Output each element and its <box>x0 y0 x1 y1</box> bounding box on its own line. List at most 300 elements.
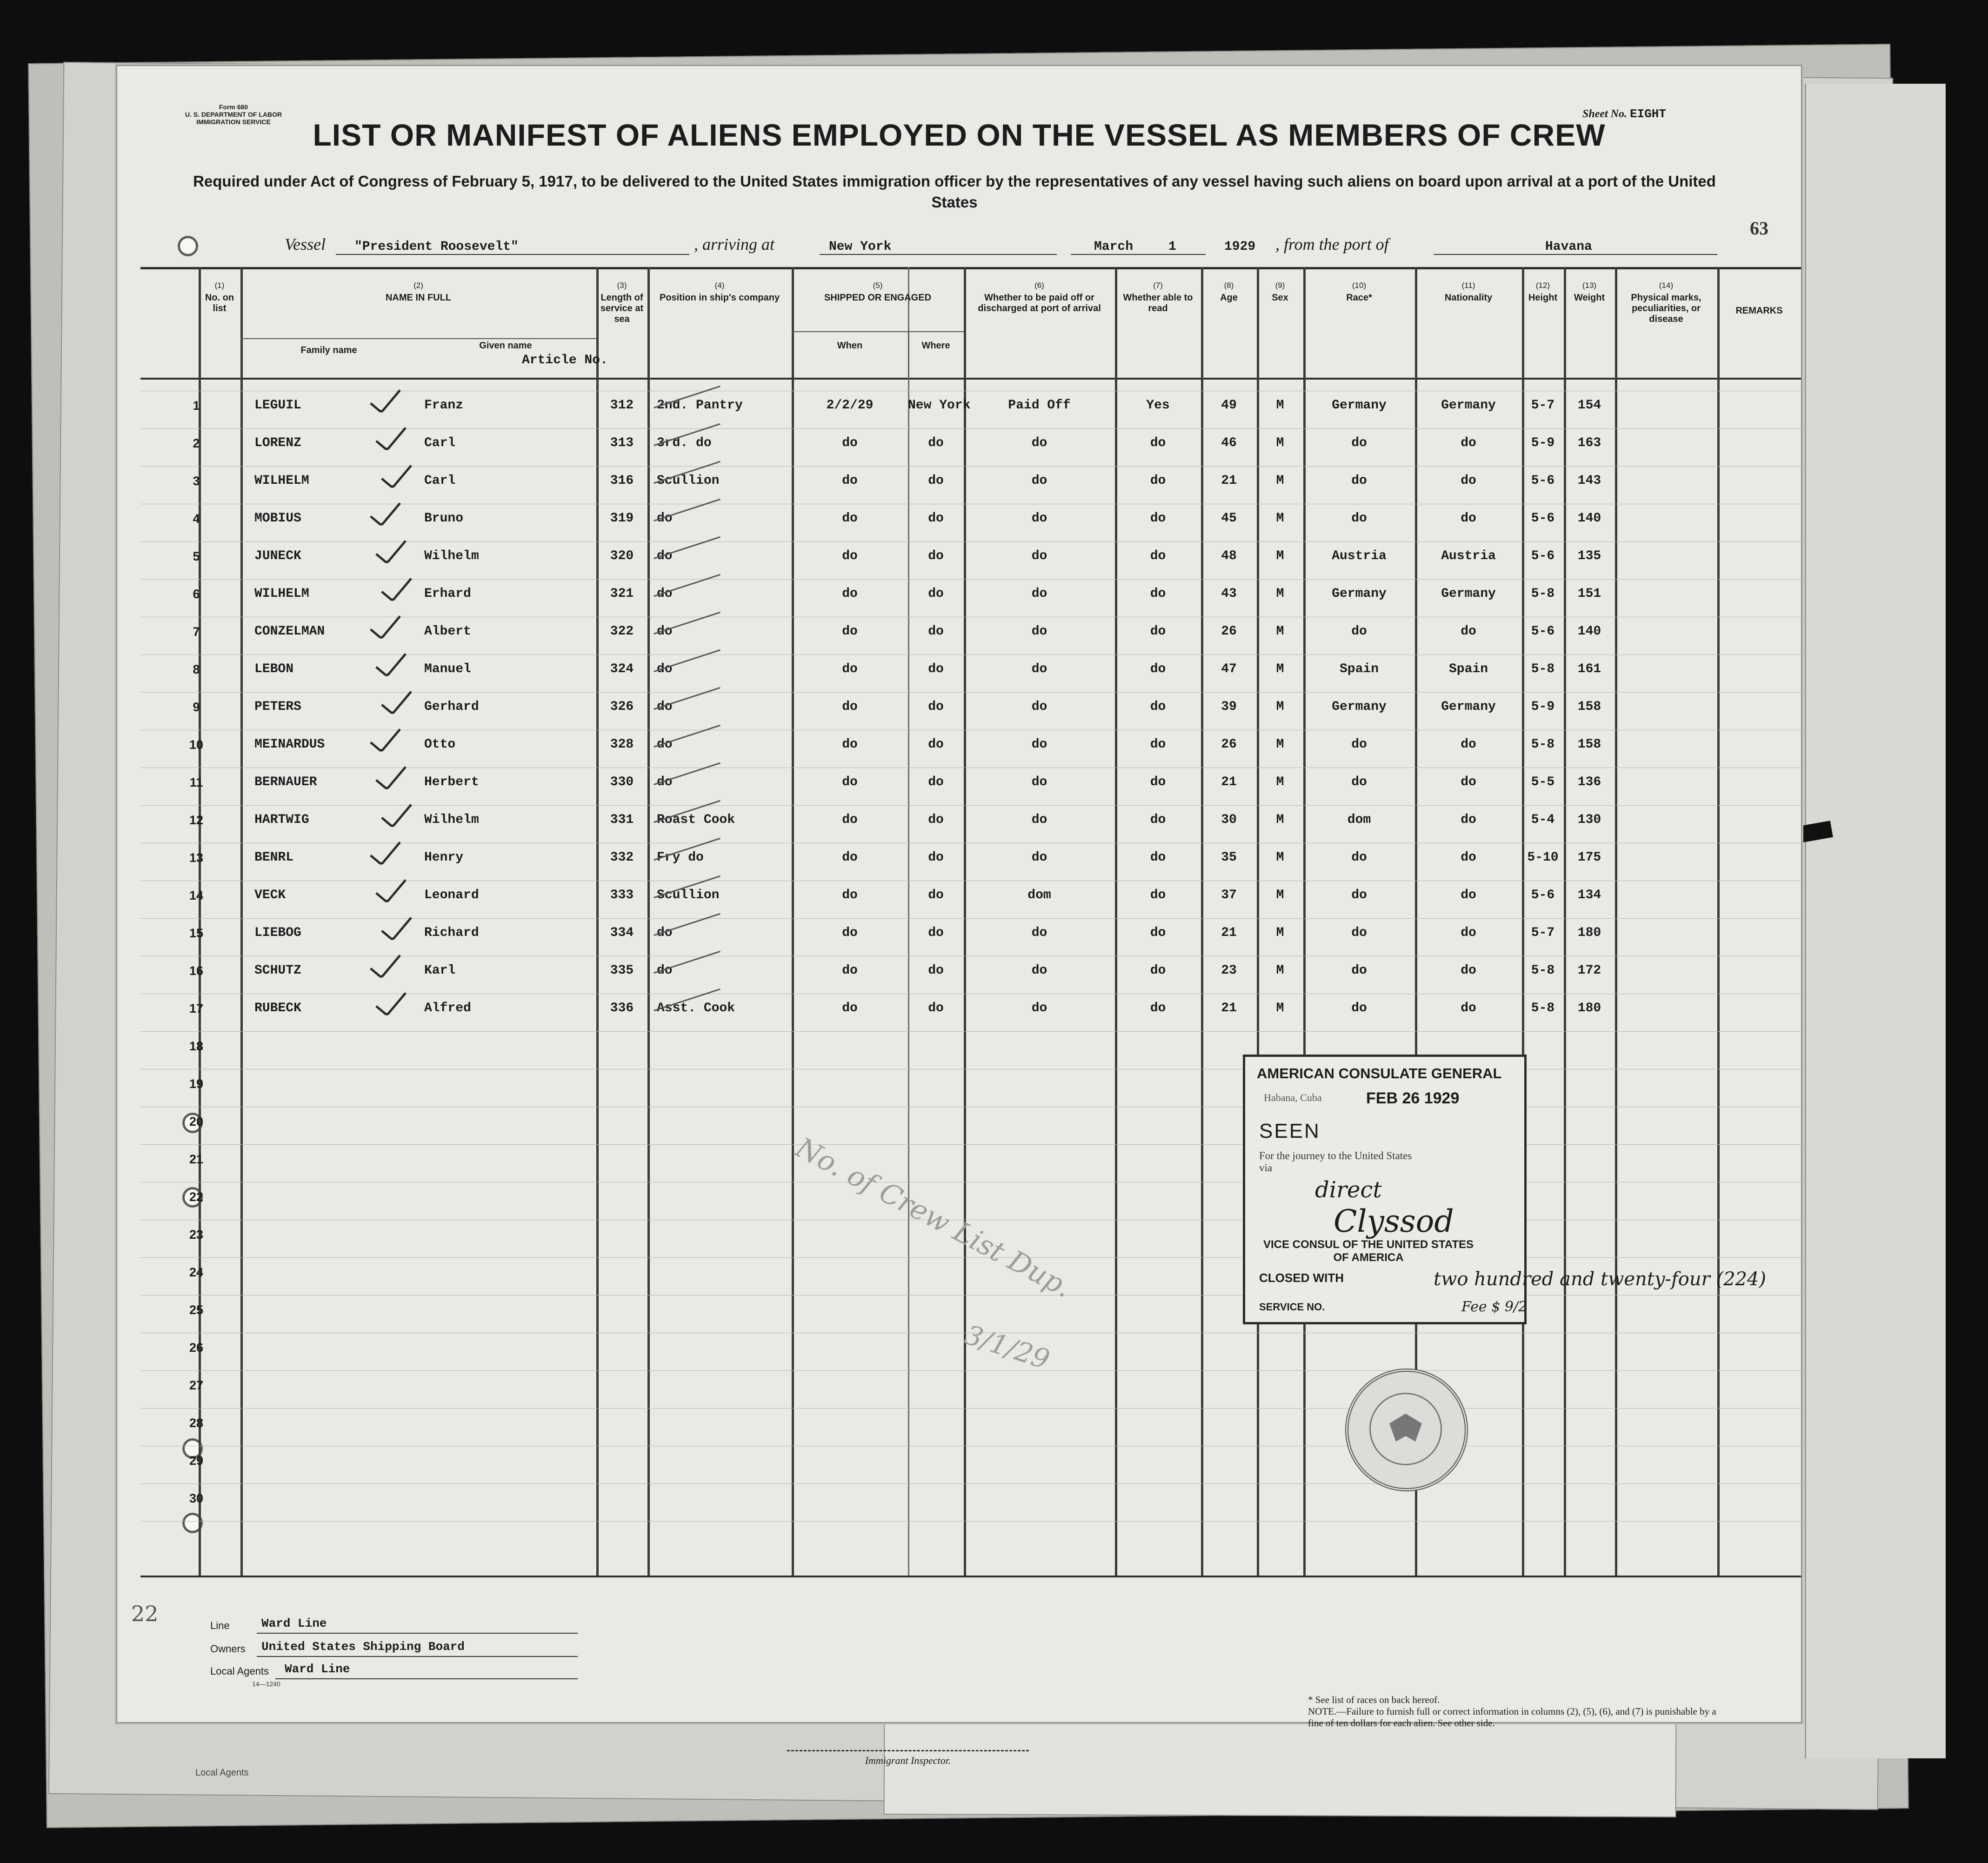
margin-count: 22 <box>131 1601 159 1626</box>
height-cell: 5-8 <box>1531 737 1555 752</box>
given-name-cell: Bruno <box>424 511 464 526</box>
shipped-when-cell: do <box>842 737 858 752</box>
family-name-cell: PETERS <box>254 700 301 714</box>
given-name-cell: Herbert <box>424 775 479 789</box>
sheet-value: EIGHT <box>1630 107 1667 121</box>
shipped-when-cell: do <box>842 1001 858 1015</box>
weight-cell: 175 <box>1577 850 1601 865</box>
able-to-read-cell: do <box>1150 700 1166 714</box>
article-number-cell: 320 <box>610 549 634 563</box>
race-cell: do <box>1351 850 1367 865</box>
check-mark-icon <box>370 833 401 866</box>
able-to-read-cell: do <box>1150 963 1166 978</box>
tick-mark <box>654 612 720 634</box>
height-cell: 5-6 <box>1531 511 1555 526</box>
arriving-label: , arriving at <box>694 235 775 254</box>
age-cell: 26 <box>1221 624 1237 639</box>
height-cell: 5-8 <box>1531 963 1555 978</box>
check-mark-icon <box>381 569 412 602</box>
row-rule <box>140 1370 1801 1371</box>
race-cell: do <box>1351 737 1367 752</box>
shipped-where-cell: New York <box>908 398 971 413</box>
race-cell: Germany <box>1332 398 1387 413</box>
form-department: U. S. DEPARTMENT OF LABOR <box>185 111 282 118</box>
race-cell: do <box>1351 624 1367 639</box>
article-number-cell: 319 <box>610 511 634 526</box>
arrival-month: March <box>1094 240 1134 254</box>
shipped-where-cell: do <box>928 926 944 940</box>
age-cell: 21 <box>1221 1001 1237 1015</box>
row-number: 10 <box>189 738 204 752</box>
weight-cell: 140 <box>1577 624 1601 639</box>
shipped-where-cell: do <box>928 700 944 714</box>
article-number-cell: 321 <box>610 587 634 601</box>
given-name-cell: Richard <box>424 926 479 940</box>
family-name-cell: WILHELM <box>254 474 309 488</box>
age-cell: 45 <box>1221 511 1237 526</box>
race-cell: do <box>1351 963 1367 978</box>
nationality-cell: do <box>1461 926 1476 940</box>
race-cell: do <box>1351 775 1367 789</box>
family-name-cell: HARTWIG <box>254 813 309 827</box>
document-title: LIST OR MANIFEST OF ALIENS EMPLOYED ON THE VESSEL AS MEMBERS OF CREW <box>313 118 1606 152</box>
weight-cell: 130 <box>1577 813 1601 827</box>
arriving-port: New York <box>829 240 892 254</box>
paid-off-cell: do <box>1031 737 1047 752</box>
shipped-where-cell: do <box>928 662 944 676</box>
row-rule <box>140 1031 1801 1032</box>
paid-off-cell: Paid Off <box>1008 398 1071 413</box>
age-cell: 46 <box>1221 436 1237 450</box>
position-cell: do <box>657 511 673 526</box>
header-sex: (9) Sex <box>1272 281 1288 303</box>
article-number-cell: 331 <box>610 813 634 827</box>
shipped-when-cell: 2/2/29 <box>826 398 874 413</box>
empty-row-number: 26 <box>189 1341 204 1355</box>
empty-row-number: 20 <box>189 1115 204 1128</box>
paid-off-cell: do <box>1031 1001 1047 1015</box>
form-service: IMMIGRATION SERVICE <box>196 118 271 126</box>
empty-row-number: 25 <box>189 1303 204 1317</box>
sex-cell: M <box>1276 436 1284 450</box>
row-number: 3 <box>193 474 200 488</box>
vessel-name: "President Roosevelt" <box>354 240 519 254</box>
paid-off-cell: do <box>1031 474 1047 488</box>
shipped-where-cell: do <box>928 737 944 752</box>
race-cell: do <box>1351 474 1367 488</box>
stamp-service-no: SERVICE NO. <box>1259 1301 1325 1313</box>
shipped-where-cell: do <box>928 587 944 601</box>
family-name-cell: WILHELM <box>254 587 309 601</box>
sex-cell: M <box>1276 737 1284 752</box>
row-rule <box>140 1521 1801 1522</box>
family-name-cell: BERNAUER <box>254 775 317 789</box>
empty-row-number: 28 <box>189 1416 204 1430</box>
shipped-when-cell: do <box>842 587 858 601</box>
row-number: 1 <box>193 399 200 413</box>
shipped-where-cell: do <box>928 549 944 563</box>
paid-off-cell: do <box>1031 775 1047 789</box>
row-number: 13 <box>189 851 204 865</box>
position-cell: 3rd. do <box>657 436 712 450</box>
position-cell: Scullion <box>657 474 720 488</box>
stamp-closed-with: CLOSED WITH <box>1259 1271 1344 1285</box>
nationality-cell: do <box>1461 775 1476 789</box>
family-name-cell: BENRL <box>254 850 294 865</box>
header-when: When <box>837 341 863 351</box>
given-name-cell: Carl <box>424 474 456 488</box>
stamp-heading: AMERICAN CONSULATE GENERAL <box>1257 1065 1502 1082</box>
empty-row-number: 29 <box>189 1454 204 1468</box>
height-cell: 5-6 <box>1531 624 1555 639</box>
shipped-where-cell: do <box>928 1001 944 1015</box>
underlying-sheet-edge <box>1805 84 1946 1758</box>
weight-cell: 158 <box>1577 700 1601 714</box>
weight-cell: 154 <box>1577 398 1601 413</box>
paid-off-cell: do <box>1031 436 1047 450</box>
header-nationality: (11) Nationality <box>1444 281 1493 303</box>
manifest-sheet <box>116 65 1802 1766</box>
paid-off-cell: do <box>1031 549 1047 563</box>
height-cell: 5-6 <box>1531 474 1555 488</box>
tick-mark <box>654 725 720 748</box>
nationality-cell: Germany <box>1441 398 1496 413</box>
shipped-when-cell: do <box>842 511 858 526</box>
race-cell: do <box>1351 1001 1367 1015</box>
article-number-cell: 334 <box>610 926 634 940</box>
header-where: Where <box>921 341 950 351</box>
footnotes <box>1308 1694 1727 1729</box>
empty-row-number: 22 <box>189 1190 204 1204</box>
given-name-cell: Erhard <box>424 587 471 601</box>
article-number-cell: 332 <box>610 850 634 865</box>
able-to-read-cell: do <box>1150 926 1166 940</box>
shipped-when-cell: do <box>842 549 858 563</box>
check-mark-icon <box>375 984 407 1017</box>
closed-with-handwriting: two hundred and twenty-four (224) <box>1434 1269 1767 1290</box>
weight-cell: 180 <box>1577 926 1601 940</box>
check-mark-icon <box>375 419 407 452</box>
check-mark-icon <box>370 607 401 640</box>
header-no-on-list: (1) No. on list <box>205 281 234 314</box>
given-name-cell: Gerhard <box>424 700 479 714</box>
shipped-when-cell: do <box>842 926 858 940</box>
shipped-when-cell: do <box>842 474 858 488</box>
row-number: 16 <box>189 964 204 978</box>
shipped-when-cell: do <box>842 436 858 450</box>
given-name-cell: Manuel <box>424 662 471 676</box>
weight-cell: 180 <box>1577 1001 1601 1015</box>
height-cell: 5-6 <box>1531 888 1555 902</box>
shipped-when-cell: do <box>842 775 858 789</box>
able-to-read-cell: do <box>1150 850 1166 865</box>
row-number: 15 <box>189 926 204 940</box>
header-length-of-service: (3) Length of service at sea <box>600 281 644 324</box>
height-cell: 5-6 <box>1531 549 1555 563</box>
paid-off-cell: do <box>1031 813 1047 827</box>
tick-mark <box>654 574 720 597</box>
age-cell: 23 <box>1221 963 1237 978</box>
nationality-cell: do <box>1461 813 1476 827</box>
height-cell: 5-7 <box>1531 926 1555 940</box>
line-label: Line <box>210 1620 230 1631</box>
arrival-year: 1929 <box>1224 240 1256 254</box>
row-rule <box>140 579 1801 580</box>
position-cell: do <box>657 700 673 714</box>
shipped-where-cell: do <box>928 775 944 789</box>
handwritten-crew-list-note: No. of Crew List Dup. <box>790 1131 1077 1305</box>
shipped-where-cell: do <box>928 474 944 488</box>
family-name-cell: LEGUIL <box>254 398 301 413</box>
row-number: 6 <box>193 587 200 601</box>
row-rule <box>140 1257 1801 1258</box>
empty-row-number: 21 <box>189 1152 204 1166</box>
weight-cell: 135 <box>1577 549 1601 563</box>
header-weight: (13) Weight <box>1574 281 1605 303</box>
underlying-agents-label: Local Agents <box>195 1768 249 1778</box>
able-to-read-cell: do <box>1150 775 1166 789</box>
sex-cell: M <box>1276 662 1284 676</box>
position-cell: do <box>657 963 673 978</box>
header-name-in-full: (2) NAME IN FULL <box>385 281 452 303</box>
header-height: (12) Height <box>1528 281 1558 303</box>
row-number: 9 <box>193 700 200 714</box>
nationality-cell: Austria <box>1441 549 1496 563</box>
family-name-cell: SCHUTZ <box>254 963 301 978</box>
article-number-cell: 322 <box>610 624 634 639</box>
check-mark-icon <box>381 795 412 828</box>
sex-cell: M <box>1276 587 1284 601</box>
form-code: 14—1240 <box>252 1680 280 1688</box>
shipped-when-cell: do <box>842 963 858 978</box>
able-to-read-cell: Yes <box>1146 398 1170 413</box>
row-number: 4 <box>193 512 200 526</box>
position-cell: do <box>657 926 673 940</box>
position-cell: Roast Cook <box>657 813 735 827</box>
position-cell: do <box>657 662 673 676</box>
given-name-cell: Henry <box>424 850 464 865</box>
row-rule <box>140 1483 1801 1484</box>
race-cell: do <box>1351 926 1367 940</box>
arrival-day: 1 <box>1168 240 1176 254</box>
sex-cell: M <box>1276 511 1284 526</box>
able-to-read-cell: do <box>1150 737 1166 752</box>
article-number-cell: 312 <box>610 398 634 413</box>
position-cell: 2nd. Pantry <box>657 398 743 413</box>
footnote-races: * See list of races on back hereof. <box>1308 1694 1440 1705</box>
binder-hole <box>178 236 198 256</box>
row-number: 5 <box>193 549 200 563</box>
height-cell: 5-9 <box>1531 700 1555 714</box>
shipped-when-cell: do <box>842 700 858 714</box>
family-name-cell: LIEBOG <box>254 926 301 940</box>
sex-cell: M <box>1276 549 1284 563</box>
row-rule <box>140 1144 1801 1145</box>
empty-row-number: 24 <box>189 1265 204 1279</box>
row-number: 7 <box>193 625 200 639</box>
height-cell: 5-8 <box>1531 587 1555 601</box>
row-rule <box>140 692 1801 693</box>
position-cell: Scullion <box>657 888 720 902</box>
position-cell: do <box>657 737 673 752</box>
row-rule <box>140 918 1801 919</box>
height-cell: 5-5 <box>1531 775 1555 789</box>
shipped-when-cell: do <box>842 624 858 639</box>
sex-cell: M <box>1276 624 1284 639</box>
check-mark-icon <box>381 456 412 489</box>
nationality-cell: Germany <box>1441 587 1496 601</box>
position-cell: do <box>657 549 673 563</box>
paid-off-cell: do <box>1031 511 1047 526</box>
line-value: Ward Line <box>261 1616 327 1630</box>
nationality-cell: do <box>1461 1001 1476 1015</box>
nationality-cell: do <box>1461 737 1476 752</box>
race-cell: Germany <box>1332 587 1387 601</box>
weight-cell: 151 <box>1577 587 1601 601</box>
row-number: 12 <box>189 813 204 827</box>
age-cell: 37 <box>1221 888 1237 902</box>
check-mark-icon <box>375 532 407 565</box>
given-name-cell: Franz <box>424 398 464 413</box>
age-cell: 49 <box>1221 398 1237 413</box>
height-cell: 5-7 <box>1531 398 1555 413</box>
article-number-cell: 316 <box>610 474 634 488</box>
article-number-cell: 328 <box>610 737 634 752</box>
age-cell: 21 <box>1221 775 1237 789</box>
header-family-name: Family name <box>300 345 357 355</box>
check-mark-icon <box>381 682 412 715</box>
article-number-cell: 324 <box>610 662 634 676</box>
fee-handwriting: Fee $ 9/2 <box>1461 1299 1528 1315</box>
stamp-seen: SEEN <box>1259 1120 1321 1142</box>
check-mark-icon <box>370 720 401 753</box>
tick-mark <box>654 536 720 559</box>
shipped-where-cell: do <box>928 624 944 639</box>
tick-mark <box>654 687 720 710</box>
paid-off-cell: do <box>1031 624 1047 639</box>
empty-row-number: 23 <box>189 1228 204 1242</box>
stamp-vice-consul: VICE CONSUL OF THE UNITED STATES OF AMERICA <box>1263 1238 1474 1264</box>
able-to-read-cell: do <box>1150 436 1166 450</box>
given-name-cell: Albert <box>424 624 471 639</box>
given-name-cell: Karl <box>424 963 456 978</box>
from-label: , from the port of <box>1275 235 1389 254</box>
article-number-cell: 330 <box>610 775 634 789</box>
vice-consul-signature: Clyssod <box>1334 1203 1454 1239</box>
nationality-cell: do <box>1461 963 1476 978</box>
family-name-cell: JUNECK <box>254 549 301 563</box>
sex-cell: M <box>1276 926 1284 940</box>
empty-row-number: 30 <box>189 1491 204 1505</box>
given-name-cell: Leonard <box>424 888 479 902</box>
weight-cell: 163 <box>1577 436 1601 450</box>
given-name-cell: Carl <box>424 436 456 450</box>
family-name-cell: VECK <box>254 888 286 902</box>
check-mark-icon <box>370 381 401 414</box>
paid-off-cell: do <box>1031 662 1047 676</box>
owners-label: Owners <box>210 1643 246 1655</box>
shipped-when-cell: do <box>842 813 858 827</box>
age-cell: 26 <box>1221 737 1237 752</box>
able-to-read-cell: do <box>1150 624 1166 639</box>
sex-cell: M <box>1276 963 1284 978</box>
tick-mark <box>654 649 720 672</box>
position-cell: do <box>657 587 673 601</box>
shipped-where-cell: do <box>928 963 944 978</box>
able-to-read-cell: do <box>1150 662 1166 676</box>
paid-off-cell: do <box>1031 587 1047 601</box>
row-rule <box>140 805 1801 806</box>
shipped-where-cell: do <box>928 888 944 902</box>
check-mark-icon <box>370 494 401 527</box>
height-cell: 5-4 <box>1531 813 1555 827</box>
row-number: 17 <box>189 1002 204 1015</box>
race-cell: do <box>1351 888 1367 902</box>
family-name-cell: LORENZ <box>254 436 301 450</box>
nationality-cell: do <box>1461 474 1476 488</box>
sex-cell: M <box>1276 700 1284 714</box>
nationality-cell: do <box>1461 850 1476 865</box>
empty-row-number: 19 <box>189 1077 204 1091</box>
weight-cell: 172 <box>1577 963 1601 978</box>
age-cell: 21 <box>1221 474 1237 488</box>
age-cell: 30 <box>1221 813 1237 827</box>
row-number: 8 <box>193 662 200 676</box>
height-cell: 5-10 <box>1527 850 1559 865</box>
check-mark-icon <box>370 946 401 979</box>
paid-off-cell: dom <box>1027 888 1051 902</box>
from-port: Havana <box>1545 240 1592 254</box>
weight-cell: 140 <box>1577 511 1601 526</box>
check-mark-icon <box>375 871 407 904</box>
article-number-cell: 326 <box>610 700 634 714</box>
row-rule <box>140 466 1801 467</box>
header-position: (4) Position in ship's company <box>659 281 780 303</box>
tick-mark <box>654 913 720 936</box>
form-number: Form 680 <box>219 103 248 111</box>
height-cell: 5-8 <box>1531 662 1555 676</box>
height-cell: 5-8 <box>1531 1001 1555 1015</box>
row-number: 11 <box>189 775 203 789</box>
weight-cell: 136 <box>1577 775 1601 789</box>
row-number: 14 <box>189 888 204 902</box>
shipped-when-cell: do <box>842 888 858 902</box>
article-number-cell: 333 <box>610 888 634 902</box>
able-to-read-cell: do <box>1150 549 1166 563</box>
position-cell: do <box>657 775 673 789</box>
sex-cell: M <box>1276 398 1284 413</box>
shipped-where-cell: do <box>928 436 944 450</box>
page-number: 63 <box>1750 218 1768 239</box>
race-cell: Germany <box>1332 700 1387 714</box>
able-to-read-cell: do <box>1150 511 1166 526</box>
sex-cell: M <box>1276 888 1284 902</box>
article-number-cell: 336 <box>610 1001 634 1015</box>
check-mark-icon <box>375 645 407 678</box>
family-name-cell: MOBIUS <box>254 511 301 526</box>
tick-mark <box>654 762 720 785</box>
race-cell: do <box>1351 511 1367 526</box>
header-physical-marks: (14) Physical marks, peculiarities, or disease <box>1631 281 1701 324</box>
paid-off-cell: do <box>1031 963 1047 978</box>
sex-cell: M <box>1276 813 1284 827</box>
age-cell: 35 <box>1221 850 1237 865</box>
check-mark-icon <box>375 758 407 791</box>
row-number: 2 <box>193 436 200 450</box>
agents-value: Ward Line <box>285 1662 350 1676</box>
age-cell: 48 <box>1221 549 1237 563</box>
weight-cell: 134 <box>1577 888 1601 902</box>
